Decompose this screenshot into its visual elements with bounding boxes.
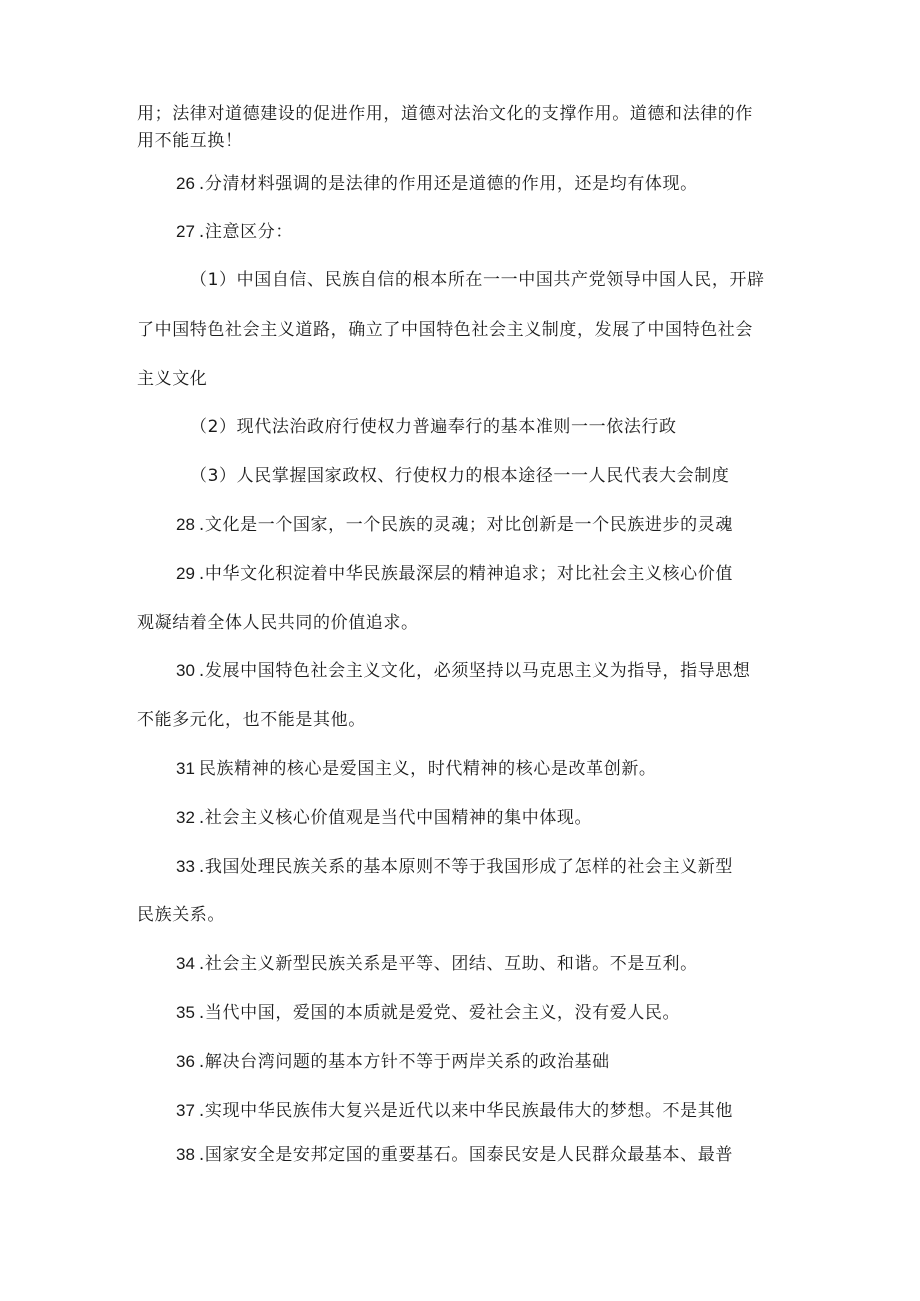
item-number: 38 (176, 1145, 195, 1164)
item-number: 36 (176, 1052, 195, 1071)
text-line: 民族关系。 (137, 905, 225, 925)
text-line: （1）中国自信、民族自信的根本所在一一中国共产党领导中国人民，开辟 (190, 270, 765, 290)
item-number: 28 (176, 515, 195, 534)
text-line: （2）现代法治政府行使权力普遍奉行的基本准则一一依法行政 (190, 417, 677, 437)
item-32: 32 .社会主义核心价值观是当代中国精神的集中体现。 (176, 808, 593, 828)
item-number: 35 (176, 1003, 195, 1022)
item-number: 34 (176, 954, 195, 973)
item-27: 27 .注意区分： (176, 222, 293, 242)
item-33: 33 .我国处理民族关系的基本原则不等于我国形成了怎样的社会主义新型 (176, 857, 733, 877)
item-29: 29 .中华文化积淀着中华民族最深层的精神追求；对比社会主义核心价值 (176, 564, 733, 584)
item-number: 29 (176, 564, 195, 583)
text-line: 用不能互换！ (137, 131, 243, 151)
item-34: 34 .社会主义新型民族关系是平等、团结、互助、和谐。不是互利。 (176, 954, 698, 974)
item-number: 30 (176, 661, 195, 680)
item-36: 36 .解决台湾问题的基本方针不等于两岸关系的政治基础 (176, 1052, 610, 1072)
text-line: 主义文化 (137, 369, 208, 389)
text-line: 用；法律对道德建设的促进作用，道德对法治文化的支撑作用。道德和法律的作 (137, 104, 753, 124)
item-number: 37 (176, 1101, 195, 1120)
item-30: 30 .发展中国特色社会主义文化，必须坚持以马克思主义为指导，指导思想 (176, 661, 751, 681)
item-31: 31 民族精神的核心是爱国主义，时代精神的核心是改革创新。 (176, 759, 657, 779)
text-line: 不能多元化，也不能是其他。 (137, 710, 366, 730)
item-number: 26 (176, 174, 195, 193)
text-line: （3）人民掌握国家政权、行使权力的根本途径一一人民代表大会制度 (190, 466, 730, 486)
text-line: 观凝结着全体人民共同的价值追求。 (137, 613, 419, 633)
item-26: 26 .分清材料强调的是法律的作用还是道德的作用，还是均有体现。 (176, 174, 698, 194)
text-line: 了中国特色社会主义道路，确立了中国特色社会主义制度，发展了中国特色社会 (137, 320, 753, 340)
item-number: 27 (176, 222, 195, 241)
item-number: 33 (176, 857, 195, 876)
item-number: 32 (176, 808, 195, 827)
item-38: 38 .国家安全是安邦定国的重要基石。国泰民安是人民群众最基本、最普 (176, 1145, 733, 1165)
item-37: 37 .实现中华民族伟大复兴是近代以来中华民族最伟大的梦想。不是其他 (176, 1101, 733, 1121)
item-35: 35 .当代中国，爱国的本质就是爱党、爱社会主义，没有爱人民。 (176, 1003, 681, 1023)
item-number: 31 (176, 759, 195, 778)
item-28: 28 .文化是一个国家，一个民族的灵魂；对比创新是一个民族进步的灵魂 (176, 515, 733, 535)
